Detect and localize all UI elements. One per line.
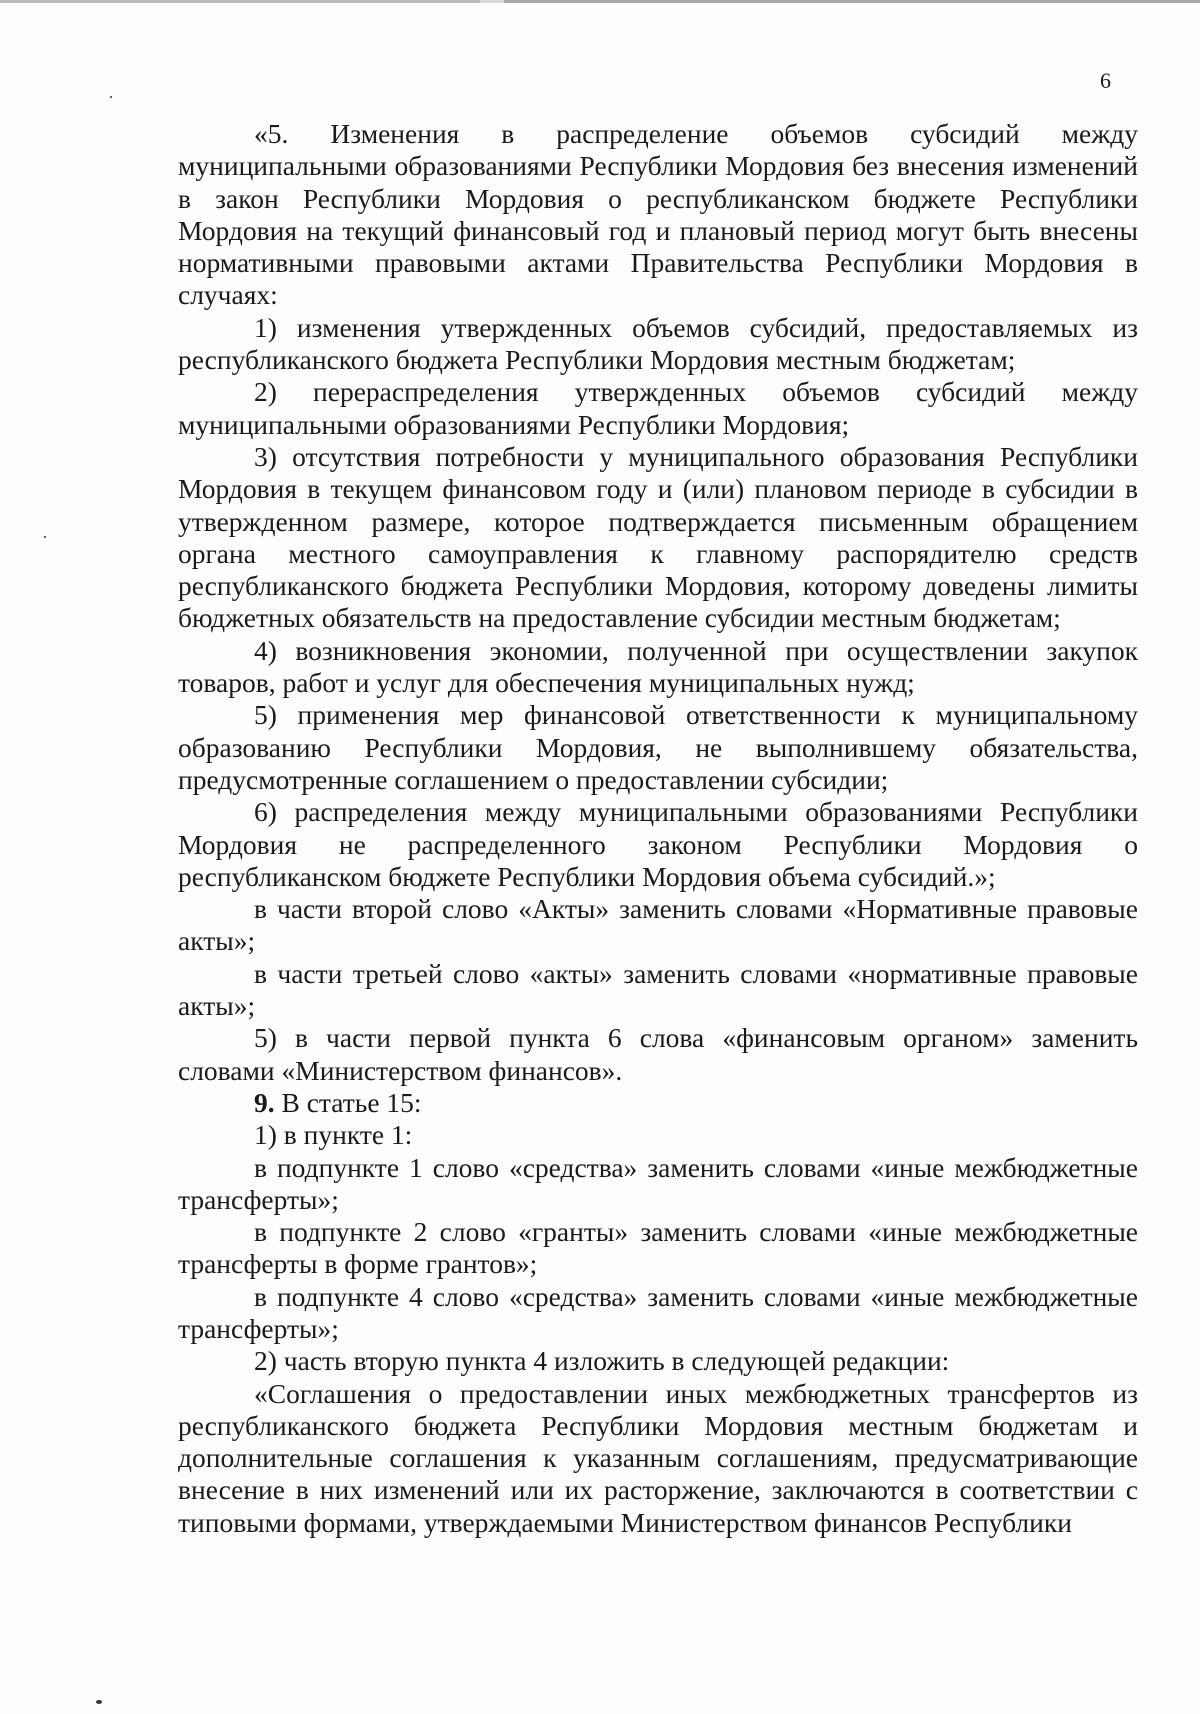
- paragraph-text: в подпункте 1 слово «средства» заменить словами «иные межбюджетные трансферты»;: [178, 1151, 1138, 1215]
- scan-speck: [44, 536, 46, 538]
- paragraph: [178, 1152, 1138, 1217]
- paragraph: [178, 958, 1138, 1023]
- paragraph-text: в подпункте 4 слово «средства» заменить словами «иные межбюджетные трансферты»;: [178, 1280, 1138, 1344]
- paragraph-text: 2) перераспределения утвержденных объемов субсидий между муниципальными образованиями Республики Мордовия;: [178, 376, 1138, 440]
- paragraph: [178, 1022, 1138, 1087]
- paragraph: [178, 118, 1138, 312]
- scan-top-edge: [0, 0, 1200, 3]
- paragraph: [178, 893, 1138, 958]
- paragraph: [178, 1216, 1138, 1281]
- document-body: [178, 118, 1138, 1539]
- paragraph-text: 4) возникновения экономии, полученной при осуществлении закупок товаров, работ и услуг для обеспечения муниципальных нужд;: [178, 634, 1138, 699]
- paragraph-text: 2) часть вторую пункта 4 изложить в следующей редакции:: [254, 1345, 950, 1377]
- article-number: 9.: [254, 1086, 275, 1118]
- paragraph-text: «Соглашения о предоставлении иных межбюджетных трансфертов из республиканского бюджета Республики Мордовия местным бюджетам и дополнительные соглашения к указанным соглашениям, предусматривающие внесение в них изменений или их расторжение, заключаются в соответствии с типовыми формами, утверждаемыми Министерством финансов Республики: [178, 1377, 1138, 1538]
- scan-speck: [110, 96, 112, 98]
- paragraph: [178, 635, 1138, 700]
- paragraph: [178, 441, 1138, 635]
- paragraph: [178, 796, 1138, 893]
- paragraph-text: в подпункте 2 слово «гранты» заменить словами «иные межбюджетные трансферты в форме грантов»;: [178, 1216, 1138, 1280]
- paragraph-text: в части третьей слово «акты» заменить словами «нормативные правовые акты»;: [178, 957, 1138, 1022]
- page-number: 6: [1100, 68, 1111, 93]
- paragraph-text: 3) отсутствия потребности у муниципального образования Республики Мордовия в текущем финансовом году и (или) плановом периоде в субсидии в утвержденном размере, которое подтверждается письменным обращением органа местного самоуправления к главному распорядителю средств республиканского бюджета Республики Мордовия, которому доведены лимиты бюджетных обязательств на предоставление субсидии местным бюджетам;: [178, 440, 1138, 634]
- paragraph-text: 5) в части первой пункта 6 слова «финансовым органом» заменить словами «Министерством финансов».: [178, 1022, 1138, 1086]
- paragraph-text: 1) в пункте 1:: [254, 1119, 413, 1151]
- paragraph: [178, 1087, 1138, 1119]
- paragraph: [178, 376, 1138, 441]
- paragraph-text: «5. Изменения в распределение объемов субсидий между муниципальными образованиями Республики Мордовия без внесения изменений в закон Республики Мордовия о республиканском бюджете Республики Мордовия на текущий финансовый год и плановый период могут быть внесены нормативными правовыми актами Правительства Республики Мордовия в случаях:: [178, 118, 1138, 311]
- paragraph-text: в части второй слово «Акты» заменить словами «Нормативные правовые акты»;: [178, 893, 1138, 957]
- paragraph-text: 6) распределения между муниципальными образованиями Республики Мордовия не распределенного законом Республики Мордовия о республиканском бюджете Республики Мордовия объема субсидий.»;: [178, 796, 1138, 892]
- paragraph-text: В статье 15:: [274, 1086, 422, 1118]
- paragraph: [178, 1378, 1138, 1539]
- paragraph: [178, 1281, 1138, 1346]
- paragraph-text: 1) изменения утвержденных объемов субсидий, предоставляемых из республиканского бюджета Республики Мордовия местным бюджетам;: [178, 311, 1138, 376]
- paragraph: [178, 1345, 1138, 1377]
- scan-speck: [96, 1700, 102, 1704]
- paragraph: [178, 699, 1138, 796]
- paragraph-text: 5) применения мер финансовой ответственности к муниципальному образованию Республики Мордовия, не выполнившему обязательства, предусмотренные соглашением о предоставлении субсидии;: [178, 699, 1138, 795]
- paragraph: [178, 312, 1138, 377]
- paragraph: [178, 1119, 1138, 1151]
